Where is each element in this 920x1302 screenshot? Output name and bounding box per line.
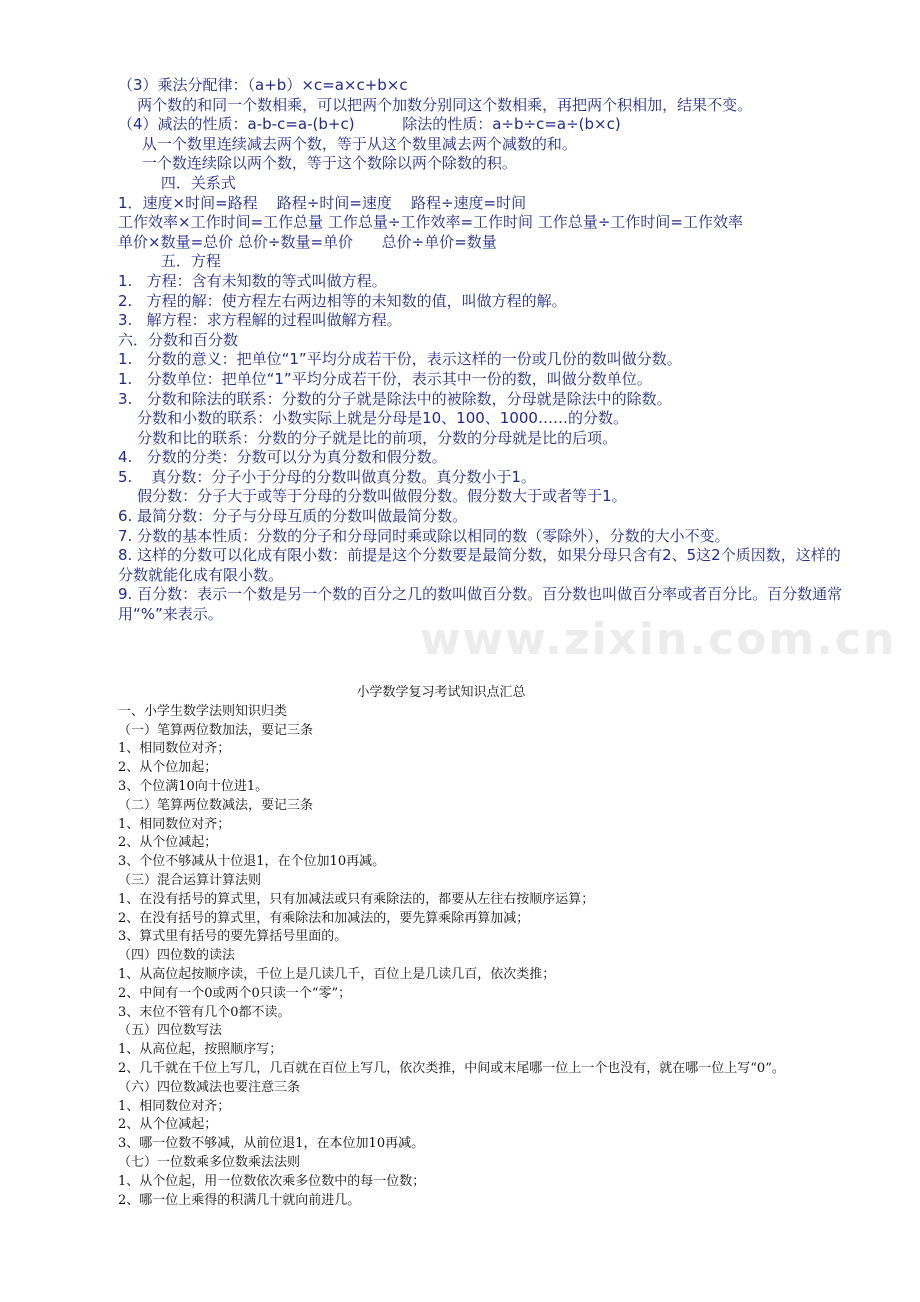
subsection-heading: （五）四位数写法	[118, 1023, 223, 1039]
text-line: （4）减法的性质：a-b-c=a-(b+c) 除法的性质：a÷b÷c=a÷(b×c)	[118, 115, 621, 134]
list-item: 3、算式里有括号的要先算括号里面的。	[118, 929, 348, 945]
section-math-review-summary	[118, 684, 854, 1210]
text-line: 1. 方程：含有未知数的等式叫做方程。	[118, 271, 387, 290]
text-line: 3. 分数和除法的联系：分数的分子就是除法中的被除数，分母就是除法中的除数。	[118, 389, 672, 408]
section-heading: 四．关系式	[118, 173, 236, 192]
subsection-heading: （七）一位数乘多位数乘法法则	[118, 1154, 301, 1170]
text-line: 8. 这样的分数可以化成有限小数：前提是这个分数要是最简分数，如果分母只含有2、5这2个质因数，这样的分数就能化成有限小数。	[118, 546, 841, 584]
text-line: 3. 解方程：求方程解的过程叫做解方程。	[118, 311, 402, 330]
list-item: 1、从高位起，按照顺序写；	[118, 1042, 283, 1058]
watermark: www.zixin.com.cn	[420, 614, 897, 665]
text-line: 9. 百分数：表示一个数是另一个数的百分之几的数叫做百分数。百分数也叫做百分率或者百分比。百分数通常用“%”来表示。	[118, 585, 843, 624]
list-item: 2、几千就在千位上写几，几百就在百位上写几，依次类推，中间或末尾哪一位上一个也没有，就在哪一位上写“0”。	[118, 1060, 785, 1076]
list-item: 2、从个位减起；	[118, 1117, 218, 1133]
list-item: 3、末位不管有几个0都不读。	[118, 1004, 291, 1020]
list-item: 2、中间有一个0或两个0只读一个“零”；	[118, 985, 352, 1001]
list-item: 1、相同数位对齐；	[118, 816, 231, 832]
subsection-heading: （六）四位数减法也要注意三条	[118, 1079, 301, 1095]
text-line: 两个数的和同一个数相乘，可以把两个加数分别同这个数相乘，再把两个积相加，结果不变。	[118, 95, 753, 114]
list-item: 1、相同数位对齐；	[118, 1098, 231, 1114]
list-item: 1、相同数位对齐；	[118, 741, 231, 757]
subsection-heading: （三）混合运算计算法则	[118, 872, 262, 888]
list-item: 2、在没有括号的算式里，有乘除法和加减法的，要先算乘除再算加减；	[118, 910, 530, 926]
text-line: 单价×数量=总价 总价÷数量=单价 总价÷单价=数量	[118, 232, 497, 251]
section-heading: 一、小学生数学法则知识归类	[118, 703, 288, 719]
text-line: 假分数：分子大于或等于分母的分数叫做假分数。假分数大于或者等于1。	[118, 487, 627, 506]
list-item: 1、在没有括号的算式里，只有加减法或只有乘除法的，都要从左往右按顺序运算；	[118, 891, 595, 907]
text-line: 一个数连续除以两个数，等于这个数除以两个除数的积。	[118, 154, 517, 173]
subsection-heading: （二）笔算两位数减法，要记三条	[118, 797, 314, 813]
list-item: 2、哪一位上乘得的积满几十就向前进几。	[118, 1192, 361, 1208]
list-item: 3、个位满10向十位进1。	[118, 778, 269, 794]
list-item: 1、从个位起，用一位数依次乘多位数中的每一位数；	[118, 1173, 426, 1189]
text-line: 2. 方程的解：使方程左右两边相等的未知数的值，叫做方程的解。	[118, 291, 567, 310]
list-item: 3、个位不够减从十位退1，在个位加10再减。	[118, 854, 386, 870]
text-line: 工作效率×工作时间=工作总量 工作总量÷工作效率=工作时间 工作总量÷工作时间=工作效率	[118, 213, 743, 232]
text-line: 1. 分数的意义：把单位“1”平均分成若干份，表示这样的一份或几份的数叫做分数。	[118, 350, 682, 369]
text-line: 4. 分数的分类：分数可以分为真分数和假分数。	[118, 448, 447, 467]
text-line: 1．速度×时间=路程 路程÷时间=速度 路程÷速度=时间	[118, 193, 527, 212]
list-item: 2、从个位减起；	[118, 835, 218, 851]
subsection-heading: （四）四位数的读法	[118, 948, 236, 964]
text-line: 6. 最简分数：分子与分母互质的分数叫做最简分数。	[118, 507, 468, 526]
section-heading: 五．方程	[118, 252, 221, 271]
subsection-heading: （一）笔算两位数加法，要记三条	[118, 722, 314, 738]
text-line: 5. 真分数：分子小于分母的分数叫做真分数。真分数小于1。	[118, 467, 536, 486]
text-line: 7. 分数的基本性质：分数的分子和分母同时乘或除以相同的数（零除外），分数的大小不变。	[118, 526, 730, 545]
list-item: 3、哪一位数不够减，从前位退1，在本位加10再减。	[118, 1136, 425, 1152]
text-line: （3）乘法分配律：（a+b）×c=a×c+b×c	[118, 76, 408, 94]
text-line: 分数和比的联系：分数的分子就是比的前项，分数的分母就是比的后项。	[118, 428, 618, 447]
section-heading: 六．分数和百分数	[118, 330, 239, 349]
text-line: 从一个数里连续减去两个数，等于从这个数里减去两个减数的和。	[118, 134, 577, 153]
text-line: 分数和小数的联系：小数实际上就是分母是10、100、1000……的分数。	[118, 409, 628, 428]
list-item: 1、从高位起按顺序读，千位上是几读几千，百位上是几读几百，依次类推；	[118, 966, 556, 982]
text-line: 1. 分数单位：把单位“1”平均分成若干份，表示其中一份的数，叫做分数单位。	[118, 369, 652, 388]
document-title: 小学数学复习考试知识点汇总	[356, 685, 526, 700]
list-item: 2、从个位加起；	[118, 760, 218, 776]
section-math-rules-part1	[118, 76, 854, 625]
